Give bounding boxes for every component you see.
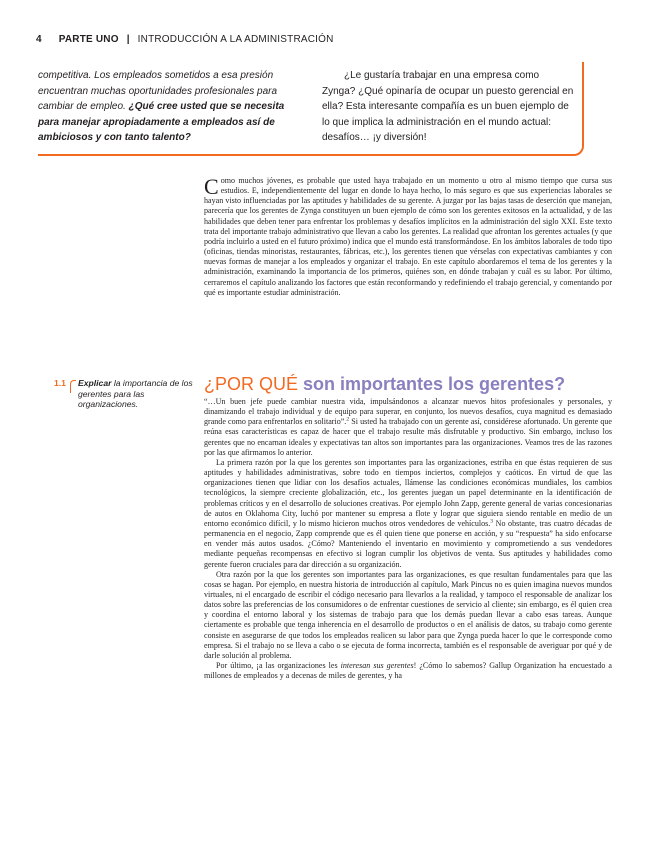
p4-text-b: ! ¿Cómo lo sabemos? Gallup Organization ha encuestado a millones de empleados y a decenas de miles de gerentes, y ha [204,661,613,681]
opening-case-box [38,62,584,156]
footnote-ref-3: 3 [490,518,494,525]
section-body [204,397,612,681]
body-paragraph-2 [204,458,612,570]
case-left-text: competitiva. Los empleados sometidos a esa presión encuentran muchas oportunidades profesionales para cambiar de empleo. [38,70,278,113]
p4-emphasis: interesan sus gerentes [340,661,414,671]
intro-paragraph [204,176,612,298]
page-number: 4 [36,34,42,45]
objective-number: 1.1 [54,378,66,388]
part-label: PARTE UNO [58,34,119,45]
intro-text: omo muchos jóvenes, es probable que usted haya trabajado en un momento u otro al mismo tiempo que cursa sus estudios. E, independientemente del lugar en donde lo haya hecho, lo más seguro es que sus experiencias laborales se hayan visto influenciadas por las aptitudes y habilidades de su gerente. A juzgar por las bajas tasas de deserción que manejan, parecería que los gerentes de Zynga constituyen un buen ejemplo de cómo son los gerentes exitosos en la actualidad, y de las habilidades que deben tener para enfrentar los problemas y desafíos implícitos en la administración del siglo XXI. Este texto trata del importante trabajo administrativo que llevan a cabo los gerentes. La realidad que afrontan los gerentes actuales (y que podría incluirlo a usted en el futuro próximo) indica que el mundo está transformándose. En los ámbitos laborales de todo tipo (oficinas, tiendas minoristas, restaurantes, fábricas, etc.), los gerentes tienen que vérselas con expectativas cambiantes y con nuevas formas de manejar a los empleados y organizar el trabajo. En este capítulo abordaremos el tema de los gerentes y la administración, examinando la importancia de los primeros, quiénes son, en dónde trabajan y cuál es su labor. Por último, cerraremos el capítulo analizando los factores que están reconformando y redefiniendo el trabajo gerencial, y comentando por qué es importante estudiar administración. [204,176,612,297]
learning-objective [54,378,206,410]
case-right-column [322,68,574,146]
p2-text-a: La primera razón por la que los gerentes son importantes para las organizaciones, estriba en que éstas requieren de sus aptitudes y habilidades administrativas, sobre todo en tiempos inciertos, complejos y caóticos. En virtud de que las organizaciones tienen que lidiar con los desafíos actuales, llámense las condiciones económicas mundiales, los cambios tecnológicos, la siempre creciente globalización, etc., los gerentes juegan un papel determinante en la identificación de problemas críticos y en el desarrollo de soluciones creativas. Por ejemplo John Zapp, gerente general de varias concesionarias de autos en Oklahoma City, luchó por mantener su empresa a flote y lograr que siguiera siendo rentable en medio de un entorno económico difícil, y lo mismo hicieron muchos otros vendedores de vehículos. [204,457,612,528]
case-right-text: ¿Le gustaría trabajar en una empresa como Zynga? ¿Qué opinaría de ocupar un puesto gerencial en ella? Esta interesante compañía es un buen ejemplo de lo que implica la administración en el mundo actual: desafíos… ¡y diversión! [322,70,574,144]
section-heading-prefix: ¿POR QUÉ [204,374,299,394]
body-paragraph-1 [204,397,612,458]
p1-text-a: “…Un buen jefe puede cambiar nuestra vida, impulsándonos a alcanzar nuevos hitos profesionales y personales, y dinamizando el trabajo individual y de equipo para superar, en conjunto, los nuevos desafíos, cuya magnitud es demasiado grande como para enfrentarlos en solitario”. [204,397,612,427]
case-left-column [38,68,300,146]
case-left-question: ¿Qué cree usted que se necesita para manejar apropiadamente a empleados así de ambiciosos y con tanto talento? [38,101,285,144]
drop-cap: C [204,174,219,199]
objective-verb: Explicar [78,378,112,388]
running-head [36,34,334,45]
p2-text-b: No obstante, tras cuatro décadas de permanencia en el negocio, Zapp comprende que es él quien tiene que ponerse en acción, y su “respuesta” ha sido enfocarse en vender más autos usados. ¿Cómo? Manteniendo el inventario en movimiento y comprometiendo a sus vendedores mediante pequeñas recompensas en efectivo si logran cumplir los objetivos de venta. Sus aptitudes y habilidades como gerente fueron cruciales para dar dirección a su organización. [204,518,612,569]
section-heading-rest: son importantes los gerentes? [298,374,566,394]
footnote-ref-2: 2 [346,416,350,423]
header-separator: | [126,34,130,45]
body-paragraph-3: Otra razón por la que los gerentes son importantes para las organizaciones, es que resultan fundamentales para que las cosas se hagan. Por ejemplo, en nuestra historia de introducción al capítulo, Mark Pincus no es quien imagina nuevos mundos virtuales, ni el encargado de escribir el código necesario para llevarlos a la realidad, y tampoco el responsable de analizar los datos sobre las preferencias de los consumidores o de enfrentar cuestiones de servicio al cliente; sin embargo, es él quien crea y coordina el entorno laboral y los sistemas de trabajo para que los demás puedan llevar a cabo esas tareas. Aunque ciertamente es probable que tenga inherencia en el desarrollo de productos o en el análisis de datos, su trabajo como gerente consiste en asegurarse de que todos los empleados realicen su labor para que Zynga pueda hacer lo que le corresponde como empresa. Si el trabajo no se lleva a cabo o se ejecuta de forma incorrecta, también es el responsable de averiguar por qué y de darle solución al problema. [204,569,612,660]
p4-text-a: Por último, ¡a las organizaciones les [216,661,341,671]
p1-text-b: Si usted ha trabajado con un gerente así, considérese afortunado. Un gerente que reúna esas características es capaz de hacer que el trabajo resulte más disfrutable y productivo. Sin embargo, incluso los gerentes que no encarnan ideales y expectativas tan altos son importantes para las organizaciones. Veamos tres de las razones por las que afirmamos lo anterior. [204,417,612,457]
section-heading [204,374,565,395]
objective-text: la importancia de los gerentes para las organizaciones. [78,378,193,410]
chapter-title: INTRODUCCIÓN A LA ADMINISTRACIÓN [137,34,334,45]
body-paragraph-4 [204,661,612,681]
objective-bracket [70,380,76,393]
